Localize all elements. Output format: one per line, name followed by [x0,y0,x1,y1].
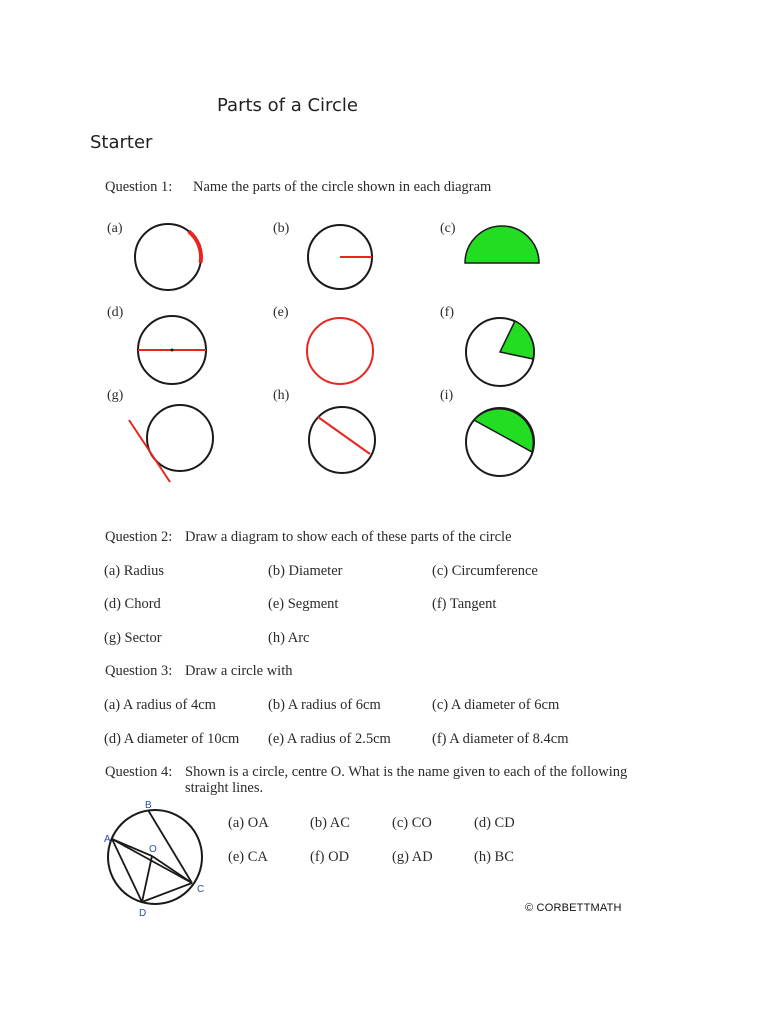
diagram-label-i: (i) [440,388,454,403]
q3-item-d: (d) A diameter of 10cm [104,731,240,747]
q3-item-a: (a) A radius of 4cm [104,697,216,713]
q4-item-c: (c) CO [392,815,432,831]
point-label-c: C [197,884,205,895]
q2-item-c: (c) Circumference [432,563,538,579]
diagram-label-e: (e) [273,305,289,320]
question-4-number: Question 4: [105,764,173,780]
q3-item-c: (c) A diameter of 6cm [432,697,560,713]
question-4-text-line2: straight lines. [185,780,264,796]
point-label-a: A [104,834,111,845]
q3-item-e: (e) A radius of 2.5cm [268,731,391,747]
point-label-d: D [139,908,147,919]
diagram-label-d: (d) [107,305,124,320]
point-label-b: B [145,800,152,811]
q4-item-g: (g) AD [392,849,433,865]
question-1-text: Name the parts of the circle shown in each diagram [193,179,492,195]
q2-item-e: (e) Segment [268,596,339,612]
question-1-number: Question 1: [105,179,173,195]
q2-item-f: (f) Tangent [432,596,497,612]
diagram-label-f: (f) [440,305,454,320]
question-4-text-line1: Shown is a circle, centre O. What is the name given to each of the following [185,764,628,780]
q4-item-f: (f) OD [310,849,350,865]
q3-item-f: (f) A diameter of 8.4cm [432,731,569,747]
q4-item-d: (d) CD [474,815,515,831]
diagram-label-g: (g) [107,388,124,403]
question-2-number: Question 2: [105,529,173,545]
starter-heading: Starter [90,132,153,153]
q4-item-a: (a) OA [228,815,269,831]
question-3-text: Draw a circle with [185,663,293,679]
copyright-mark: © CORBETTMATH [525,902,622,914]
diagram-label-b: (b) [273,221,290,236]
q4-item-e: (e) CA [228,849,268,865]
q2-item-d: (d) Chord [104,596,161,612]
point-label-o: O [149,844,157,855]
page-title: Parts of a Circle [217,95,359,116]
q3-item-b: (b) A radius of 6cm [268,697,381,713]
diagram-label-h: (h) [273,388,290,403]
q4-item-b: (b) AC [310,815,350,831]
question-2-text: Draw a diagram to show each of these parts of the circle [185,529,512,545]
question-3-number: Question 3: [105,663,173,679]
q2-item-b: (b) Diameter [268,563,343,579]
q2-item-a: (a) Radius [104,563,164,579]
diagram-label-a: (a) [107,221,123,236]
q2-item-g: (g) Sector [104,630,162,646]
q2-item-h: (h) Arc [268,630,310,646]
diagram-label-c: (c) [440,221,456,236]
q4-item-h: (h) BC [474,849,514,865]
